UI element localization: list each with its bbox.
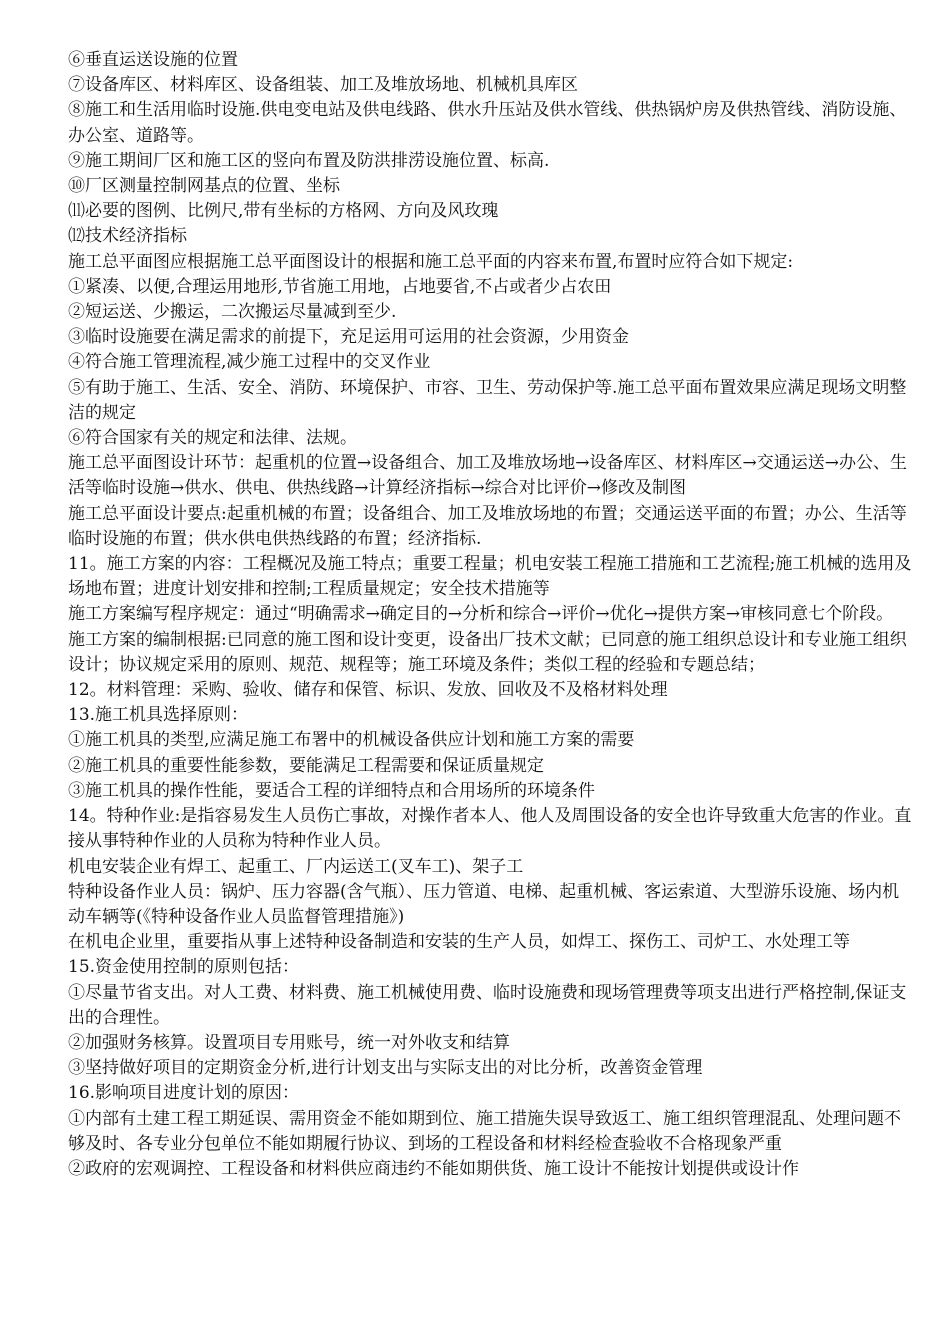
text-line: 15.资金使用控制的原则包括：: [68, 957, 300, 978]
text-line: ②施工机具的重要性能参数，要能满足工程需要和保证质量规定: [68, 755, 544, 776]
text-line: ①施工机具的类型,应满足施工布署中的机械设备供应计划和施工方案的需要: [68, 730, 635, 751]
text-line: ⑿技术经济指标: [68, 226, 187, 247]
text-line: ①内部有土建工程工期延误、需用资金不能如期到位、施工措施失误导致返工、施工组织管理混乱、处理问题不够及时、各专业分包单位不能如期履行协议、到场的工程设备和材料经检查验收不合格现象严重: [68, 1108, 901, 1154]
text-line: ①紧凑、以便,合理运用地形,节省施工用地，占地要省,不占或者少占农田: [68, 276, 612, 297]
text-line: 机电安装企业有焊工、起重工、厂内运送工(叉车工)、架子工: [68, 856, 524, 877]
text-line: ⑾必要的图例、比例尺,带有坐标的方格网、方向及风玫瑰: [68, 201, 499, 222]
text-line: 施工总平面图应根据施工总平面图设计的根据和施工总平面的内容来布置,布置时应符合如下规定:: [68, 251, 794, 272]
text-line: ②加强财务核算。设置项目专用账号，统一对外收支和结算: [68, 1032, 510, 1053]
text-line: ⑦设备库区、材料库区、设备组装、加工及堆放场地、机械机具库区: [68, 75, 578, 96]
text-line: ⑥垂直运送设施的位置: [68, 50, 238, 70]
text-line: 施工总平面设计要点:起重机械的布置；设备组合、加工及堆放场地的布置；交通运送平面的布置；办公、生活等临时设施的布置；供水供电供热线路的布置；经济指标.: [68, 503, 907, 549]
text-line: ⑤有助于施工、生活、安全、消防、环境保护、市容、卫生、劳动保护等.施工总平面布置效果应满足现场文明整洁的规定: [68, 377, 907, 423]
text-line: ④符合施工管理流程,减少施工过程中的交叉作业: [68, 352, 431, 373]
text-line: 施工总平面图设计环节：起重机的位置→设备组合、加工及堆放场地→设备库区、材料库区→交通运送→办公、生活等临时设施→供水、供电、供热线路→计算经济指标→综合对比评价→修改及制图: [68, 453, 907, 499]
text-line: ⑥符合国家有关的规定和法律、法规。: [68, 428, 357, 449]
text-line: ③坚持做好项目的定期资金分析,进行计划支出与实际支出的对比分析，改善资金管理: [68, 1058, 703, 1079]
text-line: 13.施工机具选择原则：: [68, 705, 249, 726]
text-line: ②短运送、少搬运，二次搬运尽量减到至少.: [68, 302, 397, 323]
text-line: ③临时设施要在满足需求的前提下，充足运用可运用的社会资源，少用资金: [68, 327, 629, 348]
text-line: ③施工机具的操作性能，要适合工程的详细特点和合用场所的环境条件: [68, 780, 595, 801]
text-line: 16.影响项目进度计划的原因：: [68, 1083, 300, 1104]
text-line: 11。施工方案的内容：工程概况及施工特点；重要工程量；机电安装工程施工措施和工艺流程;施工机械的选用及场地布置；进度计划安排和控制;工程质量规定；安全技术措施等: [68, 554, 912, 600]
text-line: ⑨施工期间厂区和施工区的竖向布置及防洪排涝设施位置、标高.: [68, 150, 550, 171]
document-page: [68, 48, 914, 1182]
text-line: 12。材料管理：采购、验收、储存和保管、标识、发放、回收及不及格材料处理: [68, 680, 668, 701]
text-line: 特种设备作业人员：锅炉、压力容器(含气瓶）、压力管道、电梯、起重机械、客运索道、大型游乐设施、场内机动车辆等(《特种设备作业人员监督管理措施》): [68, 881, 900, 927]
text-line: 施工方案的编制根据:已同意的施工图和设计变更，设备出厂技术文献；已同意的施工组织总设计和专业施工组织设计；协议规定采用的原则、规范、规程等；施工环境及条件；类似工程的经验和专题总结；: [68, 629, 907, 675]
text-line: ②政府的宏观调控、工程设备和材料供应商违约不能如期供货、施工设计不能按计划提供或设计作: [68, 1158, 799, 1179]
text-line: 14。特种作业:是指容易发生人员伤亡事故，对操作者本人、他人及周围设备的安全也许导致重大危害的作业。直接从事特种作业的人员称为特种作业人员。: [68, 806, 912, 852]
text-line: ⑧施工和生活用临时设施.供电变电站及供电线路、供水升压站及供水管线、供热锅炉房及供热管线、消防设施、办公室、道路等。: [68, 100, 907, 146]
text-line: ⑩厂区测量控制网基点的位置、坐标: [68, 176, 340, 197]
text-line: ①尽量节省支出。对人工费、材料费、施工机械使用费、临时设施费和现场管理费等项支出进行严格控制,保证支出的合理性。: [68, 982, 907, 1028]
text-line: 施工方案编写程序规定：通过“明确需求→确定目的→分析和综合→评价→优化→提供方案→审核同意七个阶段。: [68, 604, 894, 625]
text-line: 在机电企业里，重要指从事上述特种设备制造和安装的生产人员，如焊工、探伤工、司炉工、水处理工等: [68, 932, 850, 953]
